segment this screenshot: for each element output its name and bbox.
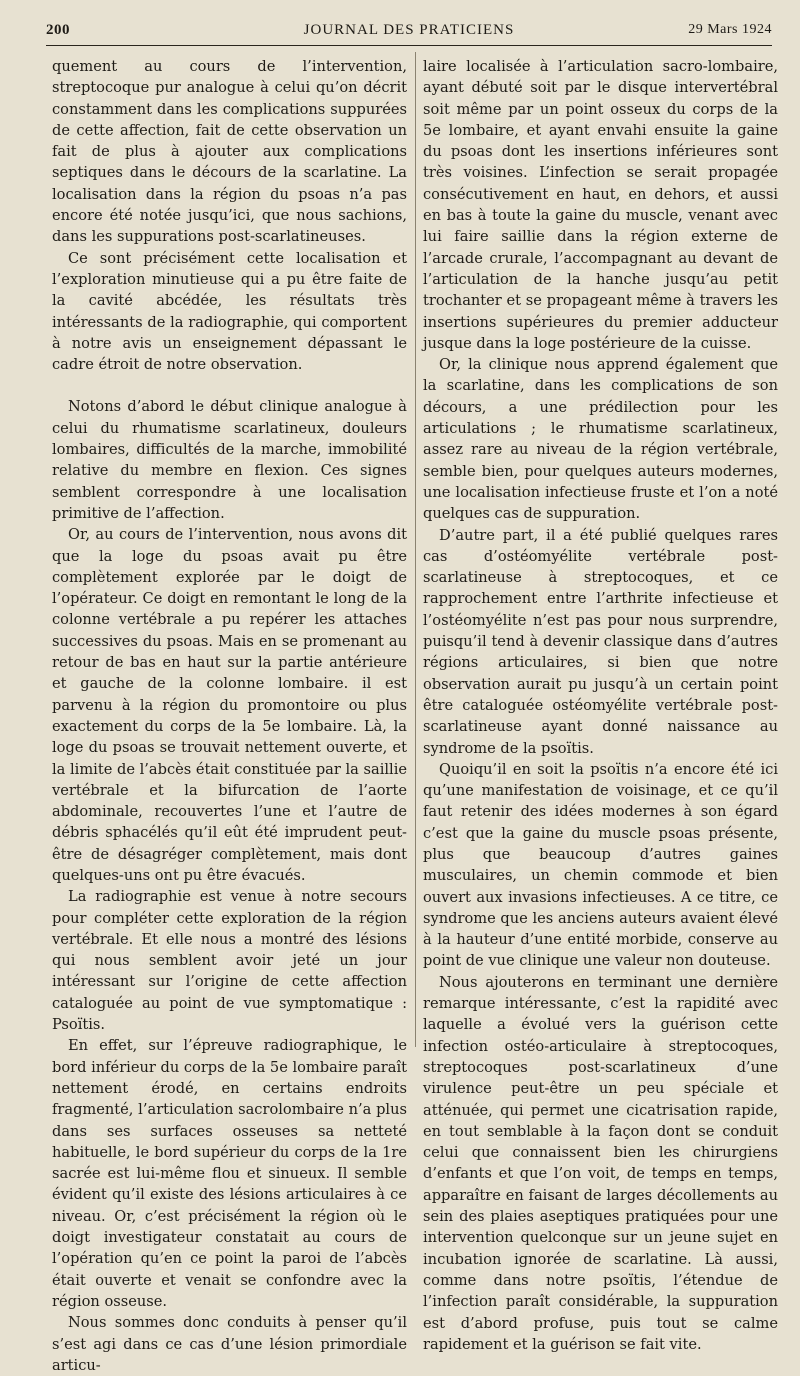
- paragraph: Or, la clinique nous apprend également que la scarlatine, dans les complications de son décours, a une prédilection pour les articulations ; le rhumatisme scarlatineux, assez rare au niveau de la région vertébrale, semble bien, pour quelques auteurs modernes, une localisation infectieuse fruste et l’on a noté quelques cas de suppuration.: [423, 356, 778, 523]
- journal-title: JOURNAL DES PRATICIENS: [303, 22, 515, 38]
- paragraph: D’autre part, il a été publié quelques rares cas d’ostéomyélite vertébrale post-scarlatineuse à streptocoques, et ce rapprochement entre l’arthrite infectieuse et l’ostéomyélite n’est pas pour nous surprendre, puisqu’il tend à devenir classique dans d’autres régions articulaires, si bien que notre observation aurait pu jusqu’à un certain point être cataloguée ostéomyélite vertébrale post-scarlatineuse ayant donné naissance au syndrome de la psoïtis.: [423, 526, 778, 757]
- page-number: 200: [46, 22, 70, 38]
- paragraph: La radiographie est venue à notre secours pour compléter cette exploration de la région vertébrale. Et elle nous a montré des lésions qui nous semblent avoir jeté un jour intéressant sur l’origine de cette affection cataloguée au point de vue symptomatique : Psoïtis.: [52, 888, 407, 1034]
- paragraph: quement au cours de l’intervention, streptocoque pur analogue à celui qu’on décrit constamment dans les complications suppurées de cette affection, fait de cette observation un fait de plus à ajouter aux complications septiques dans le décours de la scarlatine. La localisation dans la région du psoas n’a pas encore été notée jusqu’ici, que nous sachions, dans les suppurations post-scarlatineuses.: [52, 58, 407, 246]
- paragraph: Ce sont précisément cette localisation et l’exploration minutieuse qui a pu être faite de la cavité abcédée, les résultats très intéressants de la radiographie, qui comportent à notre avis un enseignement dépassant le cadre étroit de notre observation.: [52, 249, 407, 374]
- header-rule: [46, 45, 772, 46]
- paragraph: En effet, sur l’épreuve radiographique, le bord inférieur du corps de la 5e lombaire paraît nettement érodé, en certains endroits fragmenté, l’articulation sacrolombaire n’a plus dans ses surfaces osseuses sa netteté habituelle, le bord supérieur du corps de la 1re sacrée est lui-même flou et sinueux. Il semble évident qu’il existe des lésions articulaires à ce niveau. Or, c’est précisément la région où le doigt investigateur constatait au cours de l’opération qu’en ce point la paroi de l’abcès était ouverte et venait se confondre avec la région osseuse.: [52, 1037, 407, 1310]
- right-column: [423, 56, 778, 1353]
- paragraph: Or, au cours de l’intervention, nous avons dit que la loge du psoas avait pu être complètement explorée par le doigt de l’opérateur. Ce doigt en remontant le long de la colonne vertébrale a pu repérer les attaches successives du psoas. Mais en se promenant au retour de bas en haut sur la partie antérieure et gauche de la colonne lombaire. il est parvenu à la région du promontoire ou plus exactement du corps de la 5e lombaire. Là, la loge du psoas se trouvait nettement ouverte, et la limite de l’abcès était constituée par la saillie vertébrale et la bifurcation de l’aorte abdominale, recouvertes l’une et l’autre de débris sphacélés qu’il eût été imprudent peut-être de désagréger complètement, mais dont quelques-uns ont pu être évacués.: [52, 526, 407, 884]
- paragraph: Nous ajouterons en terminant une dernière remarque intéressante, c’est la rapidité avec laquelle a évolué vers la guérison cette infection ostéo-articulaire à streptocoques, streptocoques post-scarlatineux d’une virulence peut-être un peu spéciale et atténuée, qui permet une cicatrisation rapide, en tout semblable à la façon dont se conduit celui que connaissent bien les chirurgiens d’enfants et que l’on voit, de temps en temps, apparaître en faisant de larges décollements au sein des plaies aseptiques pratiquées pour une intervention quelconque sur un jeune sujet en incubation ignorée de scarlatine. Là aussi, comme dans notre psoïtis, l’étendue de l’infection paraît considérable, la suppuration est d’abord profuse, puis tout se calme rapidement et la guérison se fait vite.: [423, 973, 778, 1353]
- column-divider: [415, 52, 416, 1047]
- paragraph: laire localisée à l’articulation sacro-lombaire, ayant débuté soit par le disque intervertébral soit même par un point osseux du corps de la 5e lombaire, et ayant envahi ensuite la gaine du psoas dont les insertions inférieures sont très voisines. L’infection se serait propagée consécutivement en haut, en dehors, et aussi en bas à toute la gaine du muscle, venant avec lui faire saillie dans la région externe de l’arcade crurale, l’accompagnant au devant de l’articulation de la hanche jusqu’au petit trochanter et se propageant même à travers les insertions supérieures du premier adducteur jusque dans la loge postérieure de la cuisse.: [423, 58, 778, 352]
- page-header: [46, 18, 772, 44]
- paragraph: Nous sommes donc conduits à penser qu’il s’est agi dans ce cas d’une lésion primordiale articu-: [52, 1314, 407, 1374]
- left-column: [52, 56, 407, 1374]
- paragraph: Notons d’abord le début clinique analogue à celui du rhumatisme scarlatineux, douleurs lombaires, difficultés de la marche, immobilité relative du membre en flexion. Ces signes semblent correspondre à une localisation primitive de l’affection.: [52, 398, 407, 522]
- paragraph: Quoiqu’il en soit la psoïtis n’a encore été ici qu’une manifestation de voisinage, et ce qu’il faut retenir des idées modernes à son égard c’est que la gaine du muscle psoas présente, plus que beaucoup d’autres gaines musculaires, un chemin commode et bien ouvert aux invasions infectieuses. A ce titre, ce syndrome que les anciens auteurs avaient élevé à la hauteur d’une entité morbide, conserve au point de vue clinique une valeur non douteuse.: [423, 760, 778, 970]
- issue-date: 29 Mars 1924: [688, 22, 772, 37]
